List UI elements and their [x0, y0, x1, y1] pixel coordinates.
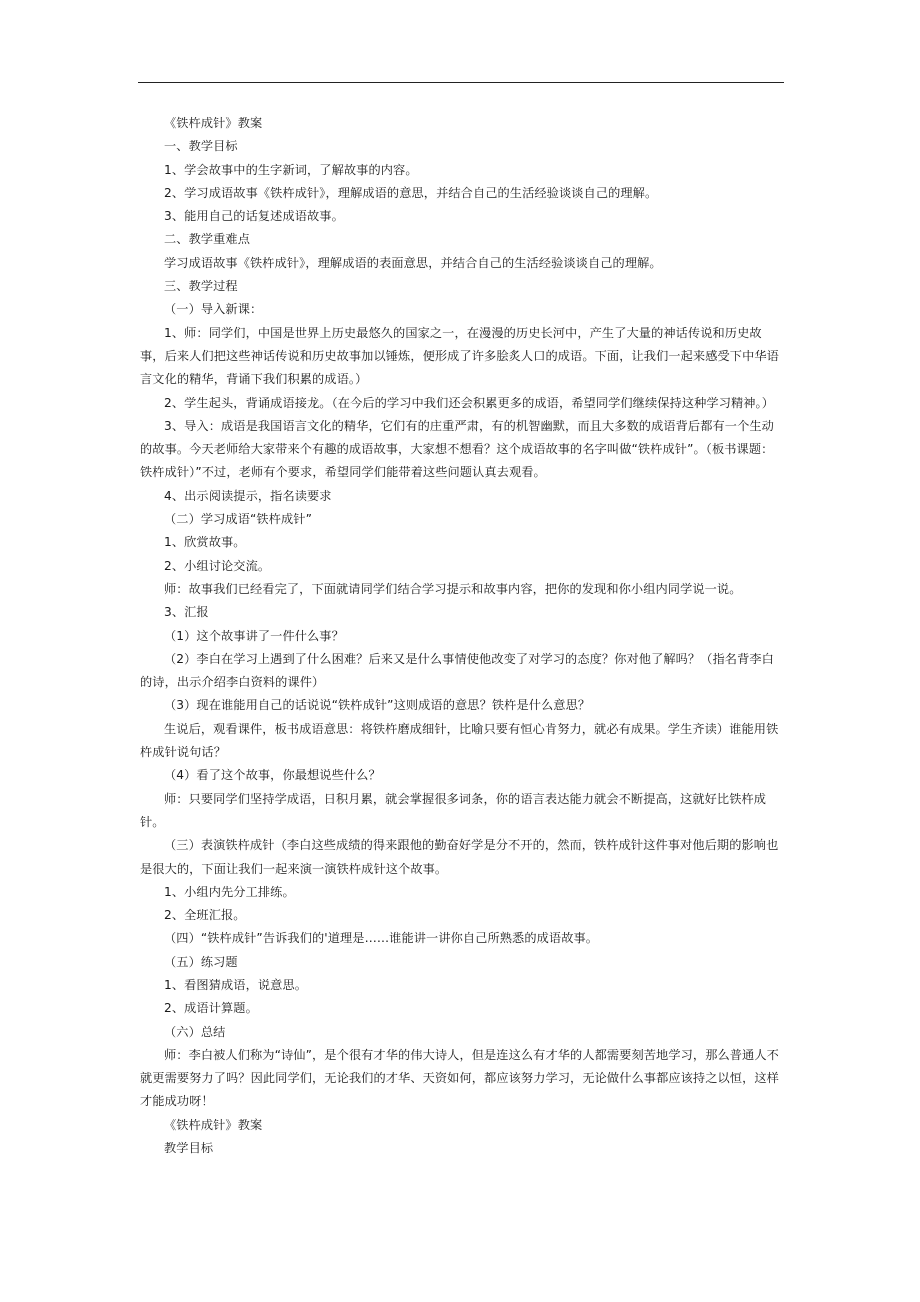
paragraph: 《铁杵成针》教案 [164, 1117, 263, 1132]
paragraph: 3、能用自己的话复述成语故事。 [164, 209, 344, 224]
paragraph: 4、出示阅读提示，指名读要求 [164, 488, 332, 503]
paragraph: 2、成语计算题。 [164, 1001, 258, 1016]
paragraph: 1、学会故事中的生字新词，了解故事的内容。 [164, 162, 418, 177]
subsection-heading: （二）学习成语“铁杵成针” [164, 512, 312, 527]
paragraph: 师：只要同学们坚持学成语，日积月累，就会掌握很多词条，你的语言表达能力就会不断提高，这就好比铁杵成针。 [140, 791, 767, 829]
paragraph: 2、全班汇报。 [164, 908, 246, 923]
paragraph: （三）表演铁杵成针（李白这些成绩的得来跟他的勤奋好学是分不开的，然而，铁杵成针这件事对他后期的影响也是很大的，下面让我们一起来演一演铁杵成针这个故事。 [140, 838, 779, 876]
document-body [140, 112, 784, 1160]
subsection-heading: （一）导入新课： [164, 302, 263, 317]
paragraph: 2、学生起头，背诵成语接龙。（在今后的学习中我们还会积累更多的成语，希望同学们继续保持这种学习精神。） [164, 395, 775, 410]
paragraph: （五）练习题 [164, 954, 238, 969]
paragraph: （4）看了这个故事，你最想说些什么？ [164, 768, 381, 783]
paragraph: 师：故事我们已经看完了，下面就请同学们结合学习提示和故事内容，把你的发现和你小组内同学说一说。 [164, 581, 742, 596]
subsection-heading: 1、看图猜成语，说意思。 [164, 977, 308, 992]
paragraph: 1、师：同学们，中国是世界上历史最悠久的国家之一，在漫漫的历史长河中，产生了大量的神话传说和历史故事，后来人们把这些神话传说和历史故事加以锤炼，便形成了许多脍炙人口的成语。下面，让我们一起来感受下中华语言文化的精华，背诵下我们积累的成语。） [140, 325, 779, 387]
paragraph: 2、学习成语故事《铁杵成针》，理解成语的意思，并结合自己的生活经验谈谈自己的理解。 [164, 185, 658, 200]
paragraph: （1）这个故事讲了一件什么事？ [164, 628, 344, 643]
paragraph: （2）李白在学习上遇到了什么困难？后来又是什么事情使他改变了对学习的态度？你对他了解吗？（指名背李白的诗，出示介绍李白资料的课件） [140, 651, 774, 690]
doc-title: 教学目标 [164, 1141, 214, 1156]
section-heading: 二、教学重难点 [164, 232, 251, 247]
subsection-heading: 师：李白被人们称为“诗仙”，是个很有才华的伟大诗人，但是连这么有才华的人都需要刻苦地学习，那么普通人不就更需要努力了吗？因此同学们，无论我们的才华、天资如何，都应该努力学习，无论做什么事都应该持之以恒，这样才能成功呀！ [140, 1047, 779, 1109]
subsection-heading: 1、小组内先分工排练。 [164, 884, 295, 899]
paragraph: 3、导入：成语是我国语言文化的精华，它们有的庄重严肃，有的机智幽默，而且大多数的成语背后都有一个生动的故事。今天老师给大家带来个有趣的成语故事，大家想不想看？这个成语故事的名字叫做“铁杵成针”。（板书课题：铁杵成针）”不过，老师有个要求，希望同学们能带着这些问题认真去观看。 [140, 418, 774, 480]
paragraph: （3）现在谁能用自己的话说说“铁杵成针”这则成语的意思？铁杵是什么意思？ [164, 698, 591, 713]
paragraph: 3、汇报 [164, 605, 209, 620]
paragraph: （四）“铁杵成针”告诉我们的'道理是……谁能讲一讲你自己所熟悉的成语故事。 [164, 931, 599, 946]
paragraph: 生说后，观看课件，板书成语意思：将铁杵磨成细针，比喻只要有恒心肯努力，就必有成果。学生齐读）谁能用铁杵成针说句话？ [140, 721, 779, 760]
header-rule [138, 82, 784, 83]
section-heading: 一、教学目标 [164, 139, 238, 154]
paragraph: 1、欣赏故事。 [164, 535, 246, 550]
section-heading: 三、教学过程 [164, 279, 238, 294]
doc-title: 《铁杵成针》教案 [164, 116, 263, 130]
paragraph: 2、小组讨论交流。 [164, 558, 271, 573]
paragraph: 学习成语故事《铁杵成针》，理解成语的表面意思，并结合自己的生活经验谈谈自己的理解。 [164, 255, 662, 270]
paragraph: （六）总结 [164, 1024, 226, 1039]
